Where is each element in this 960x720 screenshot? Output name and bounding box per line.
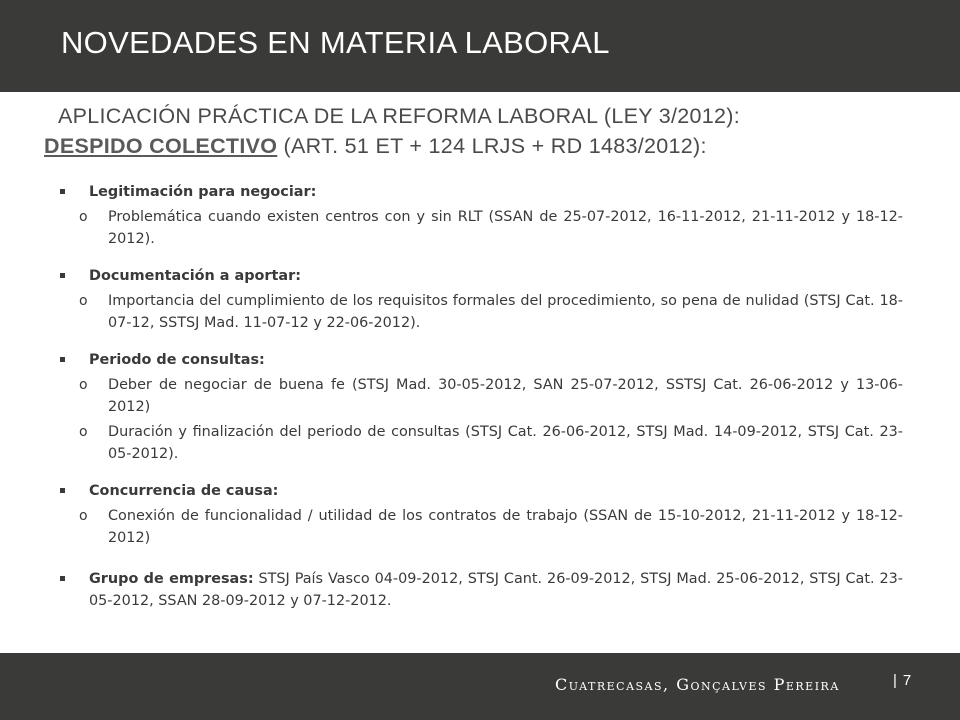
section-periodo-consultas — [58, 349, 903, 465]
section-heading: Documentación a aportar: — [89, 268, 301, 284]
square-bullet-icon — [60, 273, 65, 278]
brand-logo-text: Cuatrecasas, Gonçalves Pereira — [555, 675, 840, 694]
sub-item — [60, 290, 903, 334]
sub-item-text: Deber de negociar de buena fe (STSJ Mad. 30-05-2012, SAN 25-07-2012, SSTSJ Cat. 26-06-2012 y 13-06-2012) — [108, 377, 903, 415]
sub-item-text: Problemática cuando existen centros con y sin RLT (SSAN de 25-07-2012, 16-11-2012, 21-11-2012 y 18-12-2012). — [108, 209, 903, 247]
page-indicator — [893, 672, 911, 689]
circle-bullet-icon: o — [79, 424, 88, 440]
square-bullet-icon — [60, 189, 65, 194]
page-title: NOVEDADES EN MATERIA LABORAL — [61, 25, 610, 60]
subtitle-emphasis: DESPIDO COLECTIVO — [44, 134, 278, 158]
circle-bullet-icon: o — [79, 209, 88, 225]
square-bullet-icon — [60, 488, 65, 493]
section-legitimacion — [58, 181, 903, 250]
sub-item — [60, 505, 903, 549]
section-heading: Concurrencia de causa: — [89, 483, 279, 499]
section-heading: Legitimación para negociar: — [89, 184, 317, 200]
circle-bullet-icon: o — [79, 377, 88, 393]
sub-item — [60, 374, 903, 418]
slide-content — [58, 181, 903, 627]
page-separator: | — [893, 672, 897, 689]
section-grupo-empresas — [58, 568, 903, 612]
square-bullet-icon — [60, 357, 65, 362]
sub-item — [60, 206, 903, 250]
section-text: STSJ País Vasco 04-09-2012, STSJ Cant. 26-09-2012, STSJ Mad. 25-06-2012, STSJ Cat. 23-05-2012, SSAN 28-09-2012 y 07-12-2012. — [89, 571, 903, 609]
sub-item — [60, 421, 903, 465]
subtitle-rest: (ART. 51 ET + 124 LRJS + RD 1483/2012): — [277, 134, 707, 158]
slide-subtitle — [44, 101, 924, 161]
sub-item-text: Conexión de funcionalidad / utilidad de los contratos de trabajo (SSAN de 15-10-2012, 21-11-2012 y 18-12-2012) — [108, 508, 903, 546]
section-heading: Grupo de empresas: — [89, 571, 254, 587]
circle-bullet-icon: o — [79, 293, 88, 309]
header-bar — [0, 0, 960, 92]
sub-item-text: Importancia del cumplimiento de los requisitos formales del procedimiento, so pena de nulidad (STSJ Cat. 18-07-12, SSTSJ Mad. 11-07-12 y 22-06-2012). — [108, 293, 903, 331]
square-bullet-icon — [60, 576, 65, 581]
section-concurrencia-causa — [58, 480, 903, 549]
section-heading: Periodo de consultas: — [89, 352, 265, 368]
page-number: 7 — [902, 672, 912, 689]
subtitle-line-1: APLICACIÓN PRÁCTICA DE LA REFORMA LABORAL (LEY 3/2012): — [58, 104, 741, 128]
section-documentacion — [58, 265, 903, 334]
subtitle-line-2 — [44, 131, 924, 161]
sub-item-text: Duración y finalización del periodo de consultas (STSJ Cat. 26-06-2012, STSJ Mad. 14-09-2012, STSJ Cat. 23-05-2012). — [108, 424, 903, 462]
circle-bullet-icon: o — [79, 508, 88, 524]
